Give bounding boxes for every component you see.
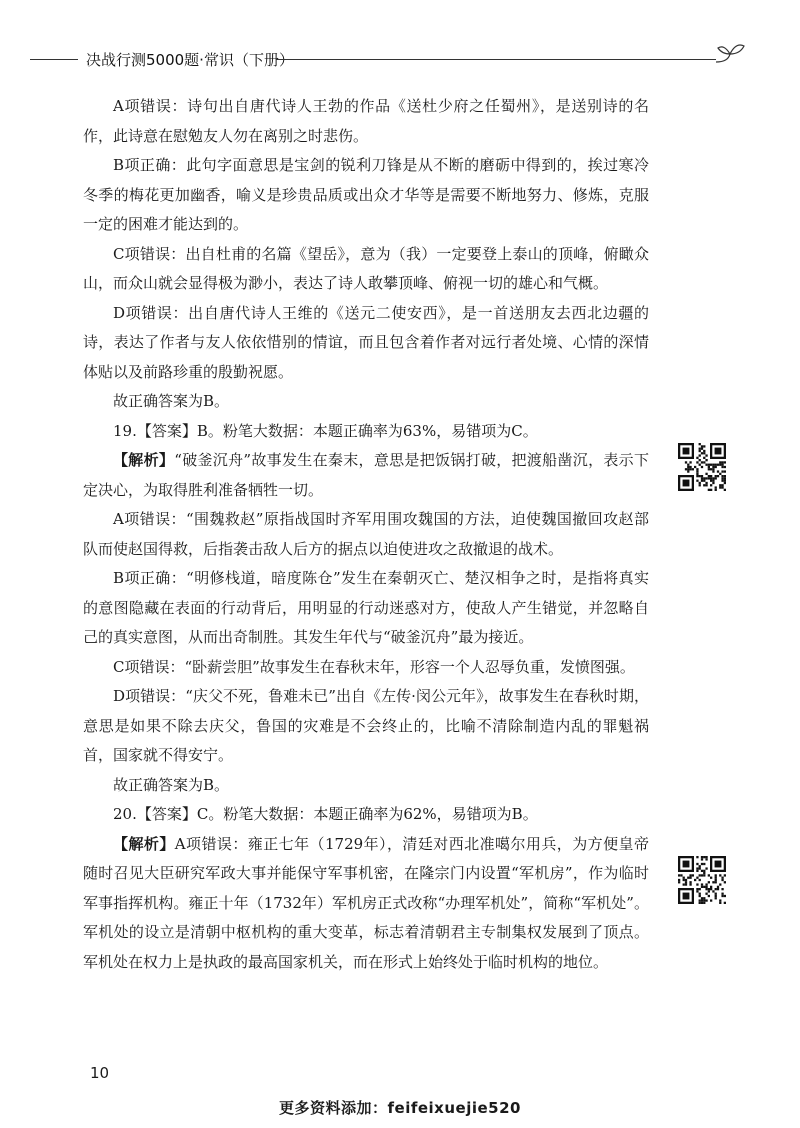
paragraph (83, 240, 649, 299)
question-20-answer (83, 800, 649, 830)
paragraph (83, 653, 649, 683)
question-19-analysis (83, 446, 649, 505)
qr-code-icon[interactable] (678, 856, 726, 904)
paragraph-text: B项正确：此句字面意思是宝剑的锐利刀锋是从不断的磨砺中得到的，挨过寒冷冬季的梅花更加幽香，喻义是珍贵品质或出众才华等是需要不断地努力、修炼，克服一定的困难才能达到的。 (83, 156, 649, 233)
header-rule-right (276, 59, 716, 60)
running-header (30, 46, 730, 72)
paragraph-text: 19.【答案】B。粉笔大数据：本题正确率为63%，易错项为C。 (113, 421, 538, 440)
paragraph-text: A项错误：“围魏救赵”原指战国时齐军用围攻魏国的方法，迫使魏国撤回攻赵部队而使赵国得救，后指袭击敌人后方的据点以迫使进攻之敌撤退的战术。 (83, 510, 649, 558)
footer-note: 更多资料添加：feifeixuejie520 (279, 1099, 521, 1117)
paragraph (83, 682, 649, 771)
analysis-label: 【解析】 (113, 834, 175, 853)
paragraph (83, 771, 649, 801)
book-title: 决战行测5000题·常识（下册） (86, 51, 294, 69)
paragraph-text: C项错误：出自杜甫的名篇《望岳》，意为（我）一定要登上泰山的顶峰，俯瞰众山，而众山就会显得极为渺小，表达了诗人敢攀顶峰、俯视一切的雄心和气概。 (83, 244, 649, 292)
paragraph (83, 151, 649, 240)
question-19-answer (83, 417, 649, 447)
paragraph-text: A项错误：雍正七年（1729年），清廷对西北准噶尔用兵，为方便皇帝随时召见大臣研究军政大事并能保守军事机密，在隆宗门内设置“军机房”，作为临时军事指挥机构。雍正十年（1732年）军机房正式改称“办理军机处”，简称“军机处”。军机处的设立是清朝中枢机构的重大变革，标志着清朝君主专制集权发展到了顶点。军机处在权力上是执政的最高国家机关，而在形式上始终处于临时机构的地位。 (83, 834, 649, 971)
paragraph-text: “破釜沉舟”故事发生在秦末，意思是把饭锅打破，把渡船凿沉，表示下定决心，为取得胜利准备牺牲一切。 (83, 451, 649, 499)
paragraph-text: 故正确答案为B。 (113, 392, 230, 410)
paragraph-text: D项错误：“庆父不死，鲁难未已”出自《左传·闵公元年》，故事发生在春秋时期，意思是如果不除去庆父，鲁国的灾难是不会终止的，比喻不清除制造内乱的罪魁祸首，国家就不得安宁。 (83, 687, 649, 764)
paragraph-text: D项错误：出自唐代诗人王维的《送元二使安西》，是一首送朋友去西北边疆的诗，表达了作者与友人依依惜别的情谊，而且包含着作者对远行者处境、心情的深情体贴以及前路珍重的殷勤祝愿。 (83, 303, 649, 381)
paragraph (83, 387, 649, 417)
question-20-analysis (83, 830, 649, 978)
paragraph-text: 故正确答案为B。 (113, 775, 230, 794)
analysis-label: 【解析】 (113, 451, 175, 469)
paragraph-text: C项错误：“卧薪尝胆”故事发生在春秋末年，形容一个人忍辱负重，发愤图强。 (113, 657, 635, 676)
paragraph-text: A项错误：诗句出自唐代诗人王勃的作品《送杜少府之任蜀州》，是送别诗的名作，此诗意在慰勉友人勿在离别之时悲伤。 (83, 97, 649, 145)
header-rule-left (30, 59, 78, 60)
paragraph (83, 564, 649, 653)
paragraph (83, 92, 649, 151)
qr-code-icon[interactable] (678, 443, 726, 491)
paragraph (83, 299, 649, 388)
paragraph (83, 505, 649, 564)
sprout-icon (714, 40, 746, 68)
answer-explanations (83, 92, 649, 977)
paragraph-text: 20.【答案】C。粉笔大数据：本题正确率为62%，易错项为B。 (113, 805, 538, 823)
page-number: 10 (90, 1064, 110, 1082)
paragraph-text: B项正确：“明修栈道，暗度陈仓”发生在秦朝灭亡、楚汉相争之时，是指将真实的意图隐藏在表面的行动背后，用明显的行动迷惑对方，使敌人产生错觉，并忽略自己的真实意图，从而出奇制胜。其发生年代与“破釜沉舟”最为接近。 (83, 569, 649, 646)
